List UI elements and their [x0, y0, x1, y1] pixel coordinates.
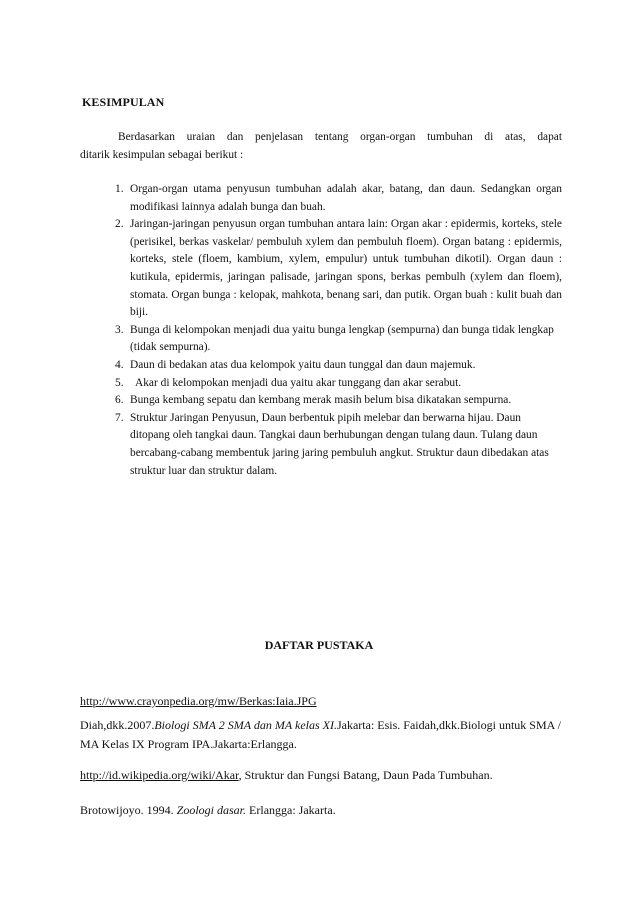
conclusion-intro: [80, 128, 562, 164]
conclusion-heading: KESIMPULAN: [82, 95, 165, 109]
reference-author: Brotowijoyo. 1994.: [80, 803, 174, 817]
list-number: 7.: [115, 411, 124, 424]
reference-title: Biologi SMA 2 SMA dan MA kelas XI.: [154, 718, 337, 732]
list-item: [112, 410, 562, 480]
reference-1: [80, 692, 570, 711]
list-item: [112, 357, 562, 375]
list-text: Akar di kelompokan menjadi dua yaitu akar tunggang dan akar serabut.: [135, 376, 462, 389]
list-item: [112, 392, 562, 410]
list-item: [112, 181, 562, 216]
reference-4: [80, 801, 570, 820]
list-text: Struktur Jaringan Penyusun, Daun berbentuk pipih melebar dan berwarna hijau. Daun ditopang oleh tangkai daun. Tangkai daun berhubungan dengan tulang daun. Tulang daun bercabang-cabang membentuk jaring jaring pembuluh angkut. Struktur daun dibedakan atas struktur luar dan struktur dalam.: [130, 411, 549, 477]
reference-3: [80, 766, 570, 785]
list-item: [112, 322, 562, 357]
reference-title: Zoologi dasar.: [176, 803, 247, 817]
bibliography-heading: DAFTAR PUSTAKA: [264, 638, 374, 652]
reference-author: Diah,dkk.2007.: [80, 718, 155, 732]
list-text: Bunga di kelompokan menjadi dua yaitu bunga lengkap (sempurna) dan bunga tidak lengkap (tidak sempurna).: [130, 323, 554, 354]
list-number: 3.: [115, 323, 124, 336]
list-text: Organ-organ utama penyusun tumbuhan adalah akar, batang, dan daun. Sedangkan organ modifikasi lainnya adalah bunga dan buah.: [130, 183, 562, 213]
list-item: [112, 375, 562, 393]
intro-line-1: Berdasarkan uraian dan penjelasan tentang organ-organ tumbuhan di atas, dapat: [118, 131, 562, 143]
reference-2: [80, 716, 570, 754]
reference-publisher: Jakarta: Esis. Faidah,dkk.Biologi untuk SMA / MA Kelas IX Program IPA.Jakarta:Erlangga.: [80, 718, 561, 751]
list-text: Bunga kembang sepatu dan kembang merak masih belum bisa dikatakan sempurna.: [130, 394, 512, 407]
reference-link[interactable]: http://www.crayonpedia.org/mw/Berkas:Iaia.JPG: [80, 694, 317, 708]
list-number: 1.: [115, 183, 124, 195]
reference-link[interactable]: http://id.wikipedia.org/wiki/Akar: [80, 768, 239, 782]
reference-title: , Struktur dan Fungsi Batang, Daun Pada Tumbuhan.: [238, 768, 493, 782]
list-text: Jaringan-jaringan penyusun organ tumbuhan antara lain: Organ akar : epidermis, korteks, stele (perisikel, berkas vaskelar/ pembuluh xylem dan pembuluh floem). Organ batang : epidermis, korteks, stele (floem, kambium, xylem, empulur) untuk tumbuhan dikotil). Organ daun : kutikula, epidermis, jaringan palisade, jaringan spons, berkas pembulh (xylem dan floem), stomata. Organ bunga : kelopak, mahkota, benang sari, dan putik. Organ buah : kulit buah dan biji.: [130, 218, 562, 319]
intro-line-2: ditarik kesimpulan sebagai berikut :: [80, 149, 244, 161]
list-number: 5.: [115, 376, 124, 389]
list-item: [112, 216, 562, 322]
reference-publisher: Erlangga: Jakarta.: [249, 803, 336, 817]
list-number: 2.: [115, 218, 124, 231]
conclusion-list: [112, 181, 562, 480]
list-number: 6.: [115, 394, 124, 407]
list-text: Daun di bedakan atas dua kelompok yaitu daun tunggal dan daun majemuk.: [130, 358, 476, 371]
list-number: 4.: [115, 358, 124, 371]
